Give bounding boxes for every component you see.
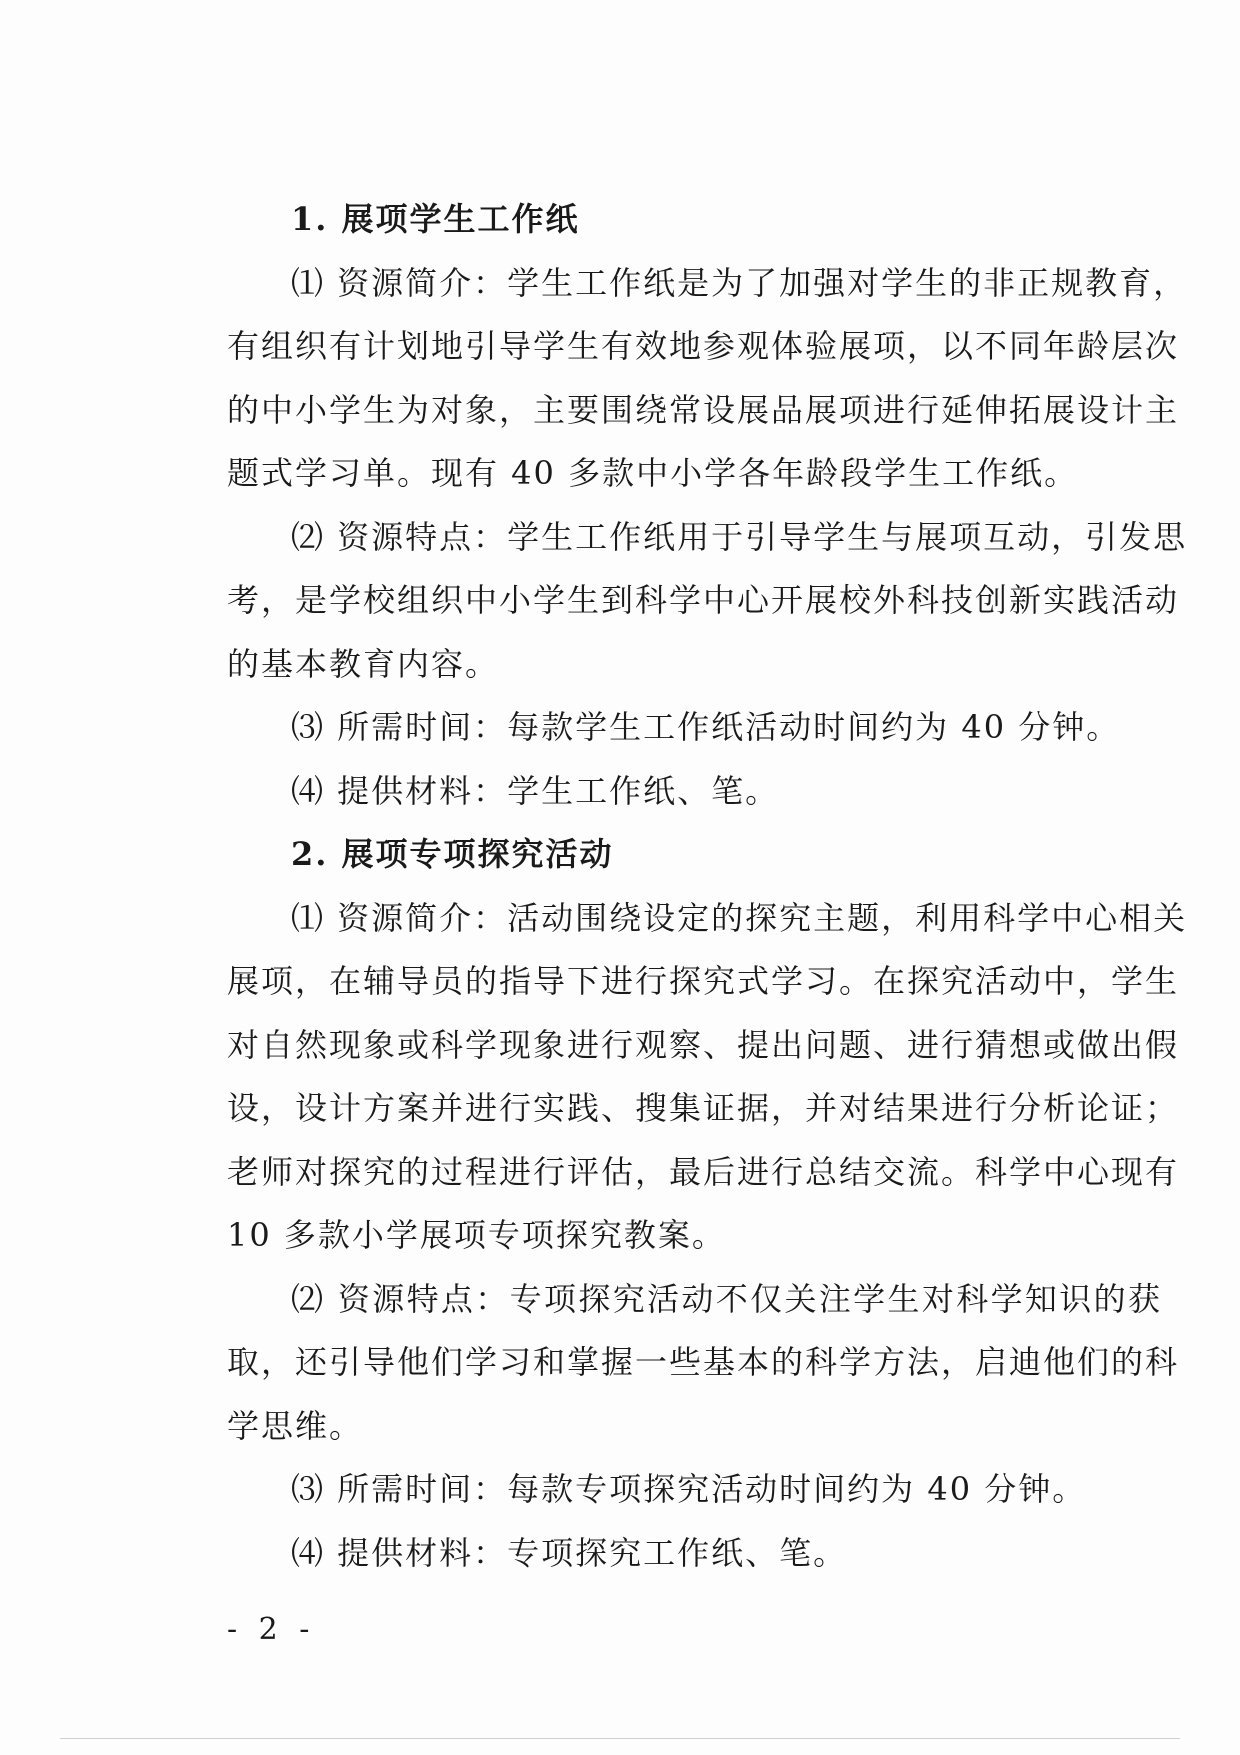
paragraph-line: ⑷ 提供材料：学生工作纸、笔。 [291, 771, 780, 810]
paragraph-line: ⑴ 资源简介：学生工作纸是为了加强对学生的非正规教育， [291, 263, 1188, 302]
paragraph-line: ⑶ 所需时间：每款学生工作纸活动时间约为 40 分钟。 [291, 708, 1121, 746]
paragraph-line: 取，还引导他们学习和掌握一些基本的科学方法，启迪他们的科 [227, 1343, 1180, 1381]
paragraph-line: 10 多款小学展项专项探究教案。 [227, 1216, 726, 1254]
paragraph-line: ⑷ 提供材料：专项探究工作纸、笔。 [291, 1533, 848, 1572]
section-heading-1: 1. 展项学生工作纸 [291, 200, 580, 238]
section-heading-2: 2. 展项专项探究活动 [291, 835, 614, 873]
paragraph-line: ⑶ 所需时间：每款专项探究活动时间约为 40 分钟。 [291, 1470, 1087, 1508]
paragraph-line: 学思维。 [227, 1406, 364, 1445]
paragraph-line: 考，是学校组织中小学生到科学中心开展校外科技创新实践活动 [227, 581, 1180, 619]
paragraph-line: ⑴ 资源简介：活动围绕设定的探究主题，利用科学中心相关 [291, 898, 1188, 937]
paragraph-line: ⑵ 资源特点：专项探究活动不仅关注学生对科学知识的获 [291, 1279, 1162, 1318]
paragraph-line: 对自然现象或科学现象进行观察、提出问题、进行猜想或做出假 [227, 1025, 1180, 1064]
paragraph-line: 的中小学生为对象，主要围绕常设展品展项进行延伸拓展设计主 [227, 390, 1180, 429]
page-number: - 2 - [227, 1612, 316, 1647]
document-body [227, 188, 1188, 1585]
paragraph-line: 老师对探究的过程进行评估，最后进行总结交流。科学中心现有 [227, 1152, 1180, 1191]
bottom-divider [60, 1738, 1180, 1739]
paragraph-line: 的基本教育内容。 [227, 644, 500, 683]
paragraph-line: 题式学习单。现有 40 多款中小学各年龄段学生工作纸。 [227, 454, 1079, 492]
paragraph-line: 设，设计方案并进行实践、搜集证据，并对结果进行分析论证； [227, 1089, 1180, 1127]
paragraph-line: ⑵ 资源特点：学生工作纸用于引导学生与展项互动，引发思 [291, 517, 1188, 556]
paragraph-line: 有组织有计划地引导学生有效地参观体验展项，以不同年龄层次 [227, 327, 1180, 365]
paragraph-line: 展项，在辅导员的指导下进行探究式学习。在探究活动中，学生 [227, 962, 1180, 1000]
